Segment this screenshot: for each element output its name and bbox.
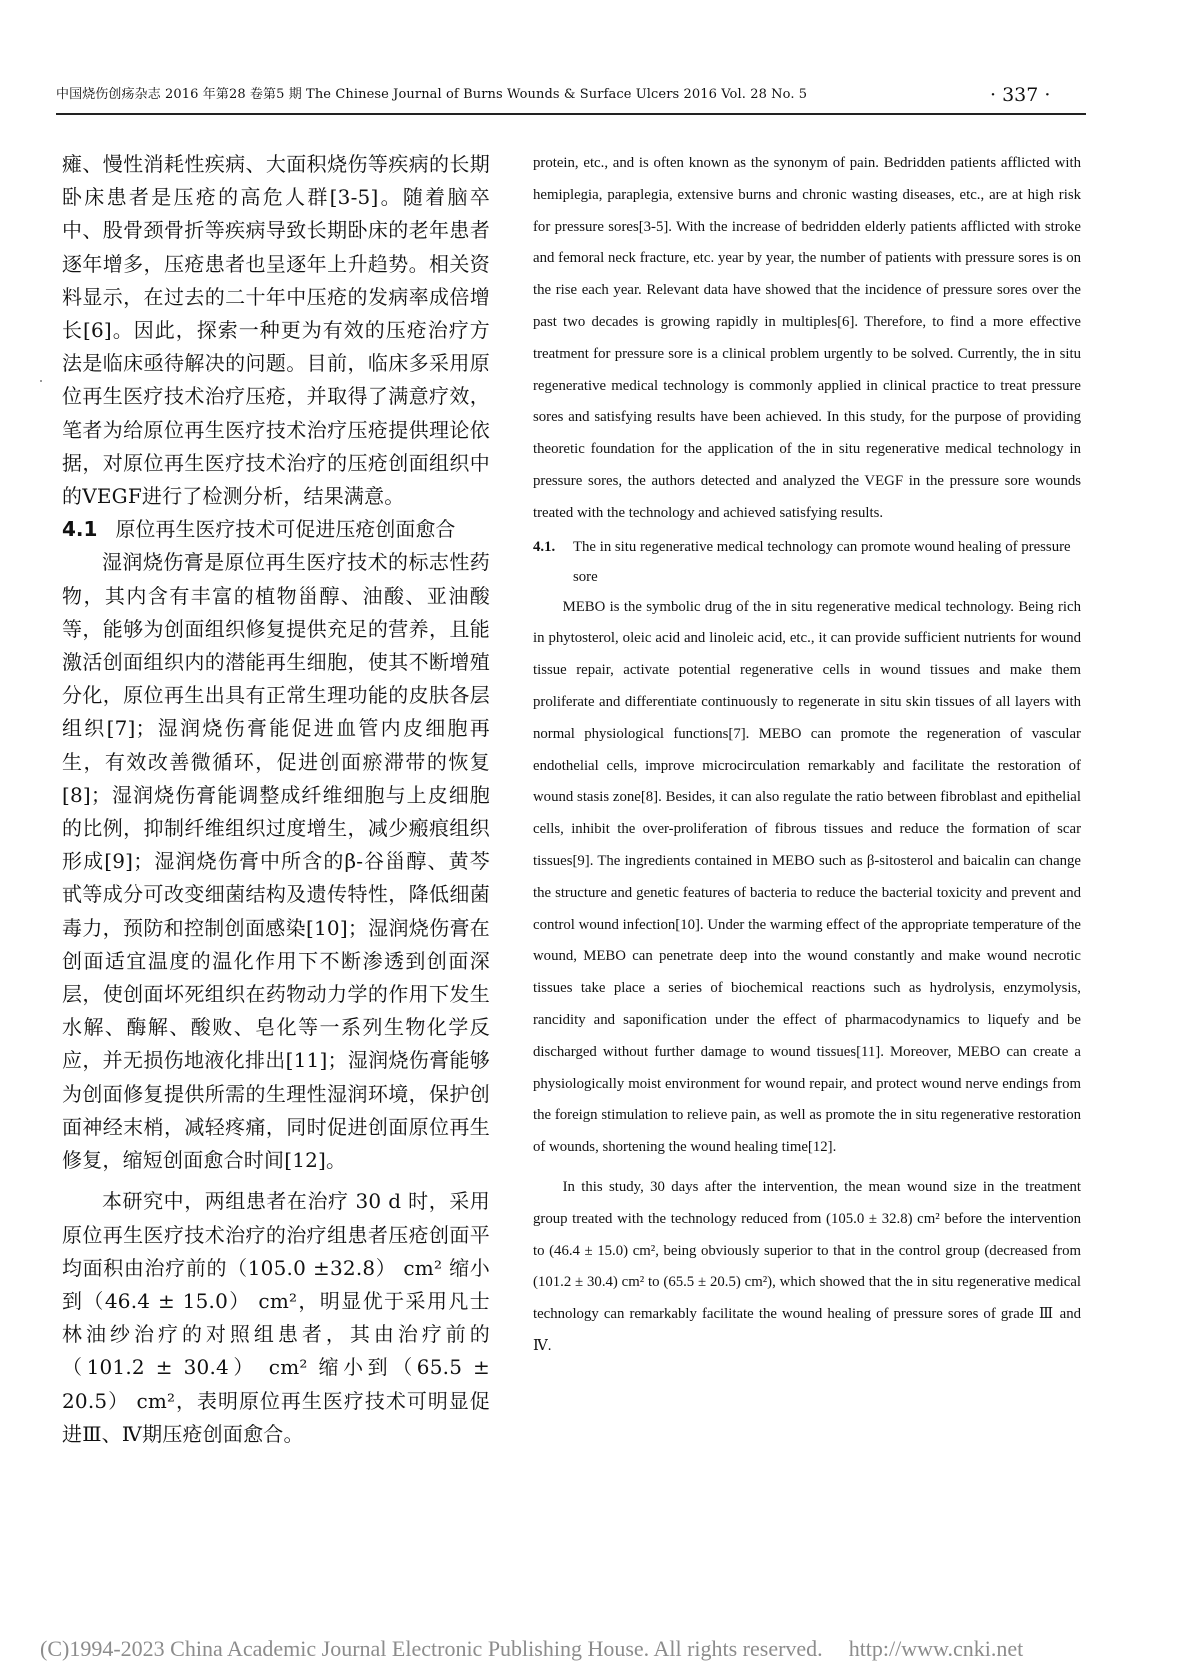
margin-mark: [40, 380, 42, 382]
copyright-footer: [40, 1636, 1023, 1662]
en-paragraph-1: protein, etc., and is often known as the synonym of pain. Bedridden patients afflicted with hemiplegia, paraplegia, extensive burns and chronic wasting diseases, etc., are at high risk for pressure sores[3-5]. With the increase of bedridden elderly patients afflicted with stroke and femoral neck fracture, etc. year by year, the number of patients with pressure sores is on the rise each year. Relevant data have showed that the incidence of pressure sores over the past two decades is growing rapidly in multiples[6]. Therefore, to find a more effective treatment for pressure sore is a clinical problem urgently to be solved. Currently, the in situ regenerative medical technology is commonly applied in clinical practice to treat pressure sores and satisfying results have been achieved. In this study, for the purpose of providing theoretic foundation for the application of the in situ regenerative medical technology in pressure sores, the authors detected and analyzed the VEGF in the pressure sore wounds treated with the technology and achieved satisfying results.: [533, 155, 1081, 521]
paragraph-gap: [62, 1177, 490, 1185]
en-paragraph-2: MEBO is the symbolic drug of the in situ regenerative medical technology. Being rich in phytosterol, oleic acid and linoleic acid, etc., it can provide sufficient nutrients for wound tissue repair, activate potential regenerative cells in wound tissues and make them proliferate and differentiate continuously to regenerate in situ skin tissues of all layers with normal physiological functions[7]. MEBO can promote the regeneration of vascular endothelial cells, improve microcirculation remarkably and facilitate the restoration of wound stasis zone[8]. Besides, it can also regulate the ratio between fibroblast and epithelial cells, inhibit the over-proliferation of fibrous tissues and reduce the formation of scar tissues[9]. The ingredients contained in MEBO such as β-sitosterol and baicalin can change the structure and genetic features of bacteria to reduce the bacterial toxicity and prevent and control wound infection[10]. Under the warming effect of the appropriate temperature of the wound, MEBO can penetrate deep into the wound constantly and make wound necrotic tissues take place a series of biochemical reactions such as hydrolysis, enzymolysis, rancidity and saponification under the effect of pharmacodynamics to liquefy and be discharged without further damage to wound tissues[11]. Moreover, MEBO can create a physiologically moist environment for wound repair, and protect wound nerve endings from the foreign stimulation to relieve pain, as well as promote the in situ regenerative restoration of wounds, shortening the wound healing time[12].: [533, 598, 1081, 1156]
copyright-text: (C)1994-2023 China Academic Journal Electronic Publishing House. All rights reserved.: [40, 1636, 823, 1661]
en-section-heading: [533, 532, 1081, 592]
en-paragraph-3: In this study, 30 days after the intervention, the mean wound size in the treatment group treated with the technology reduced from (105.0 ± 32.8) cm² before the intervention to (46.4 ± 15.0) cm², being obviously superior to that in the control group (decreased from (101.2 ± 30.4) cm² to (65.5 ± 20.5) cm²), which showed that the in situ regenerative medical technology can remarkably facilitate the wound healing of pressure sores of grade Ⅲ and Ⅳ.: [533, 1178, 1081, 1354]
en-section-title: The in situ regenerative medical technology can promote wound healing of pressure sore: [573, 538, 1071, 585]
zh-paragraph-1: 瘫、慢性消耗性疾病、大面积烧伤等疾病的长期卧床患者是压疮的高危人群[3-5]。随着脑卒中、股骨颈骨折等疾病导致长期卧床的老年患者逐年增多，压疮患者也呈逐年上升趋势。相关资料显示，在过去的二十年中压疮的发病率成倍增长[6]。因此，探索一种更为有效的压疮治疗方法是临床亟待解决的问题。目前，临床多采用原位再生医疗技术治疗压疮，并取得了满意疗效，笔者为给原位再生医疗技术治疗压疮提供理论依据，对原位再生医疗技术治疗的压疮创面组织中的VEGF进行了检测分析，结果满意。: [62, 152, 490, 509]
zh-section-heading: [62, 513, 490, 546]
zh-paragraph-3: 本研究中，两组患者在治疗 30 d 时，采用原位再生医疗技术治疗的治疗组患者压疮创面平均面积由治疗前的（105.0 ±32.8） cm² 缩小到（46.4 ± 15.0） cm²，明显优于采用凡士林油纱治疗的对照组患者，其由治疗前的（101.2 ± 30.4） cm² 缩小到（65.5 ± 20.5） cm²，表明原位再生医疗技术可明显促进Ⅲ、Ⅳ期压疮创面愈合。: [62, 1189, 490, 1446]
zh-paragraph-2: 湿润烧伤膏是原位再生医疗技术的标志性药物，其内含有丰富的植物甾醇、油酸、亚油酸等，能够为创面组织修复提供充足的营养，且能激活创面组织内的潜能再生细胞，使其不断增殖分化，原位再生出具有正常生理功能的皮肤各层组织[7]；湿润烧伤膏能促进血管内皮细胞再生，有效改善微循环，促进创面瘀滞带的恢复[8]；湿润烧伤膏能调整成纤维细胞与上皮细胞的比例，抑制纤维组织过度增生，减少瘢痕组织形成[9]；湿润烧伤膏中所含的β-谷甾醇、黄芩甙等成分可改变细菌结构及遗传特性，降低细菌毒力，预防和控制创面感染[10]；湿润烧伤膏在创面适宜温度的温化作用下不断渗透到创面深层，使创面坏死组织在药物动力学的作用下发生水解、酶解、酸败、皂化等一系列生物化学反应，并无损伤地液化排出[11]；湿润烧伤膏能够为创面修复提供所需的生理性湿润环境，保护创面神经末梢，减轻疼痛，同时促进创面原位再生修复，缩短创面愈合时间[12]。: [62, 550, 490, 1173]
zh-section-number: 4.1: [62, 517, 98, 542]
chinese-column: [62, 148, 490, 1451]
english-column: [533, 148, 1081, 1363]
page-number: · 337 ·: [990, 84, 1051, 106]
running-header: 中国烧伤创疡杂志 2016 年第28 卷第5 期 The Chinese Journal of Burns Wounds & Surface Ulcers 2016 Vol. 28 No. 5: [56, 87, 808, 102]
paragraph-gap: [533, 1164, 1081, 1172]
zh-section-title: 原位再生医疗技术可促进压疮创面愈合: [115, 517, 456, 542]
en-section-number: 4.1.: [533, 538, 556, 555]
footer-url: http://www.cnki.net: [848, 1636, 1024, 1661]
header-rule: [56, 113, 1086, 115]
